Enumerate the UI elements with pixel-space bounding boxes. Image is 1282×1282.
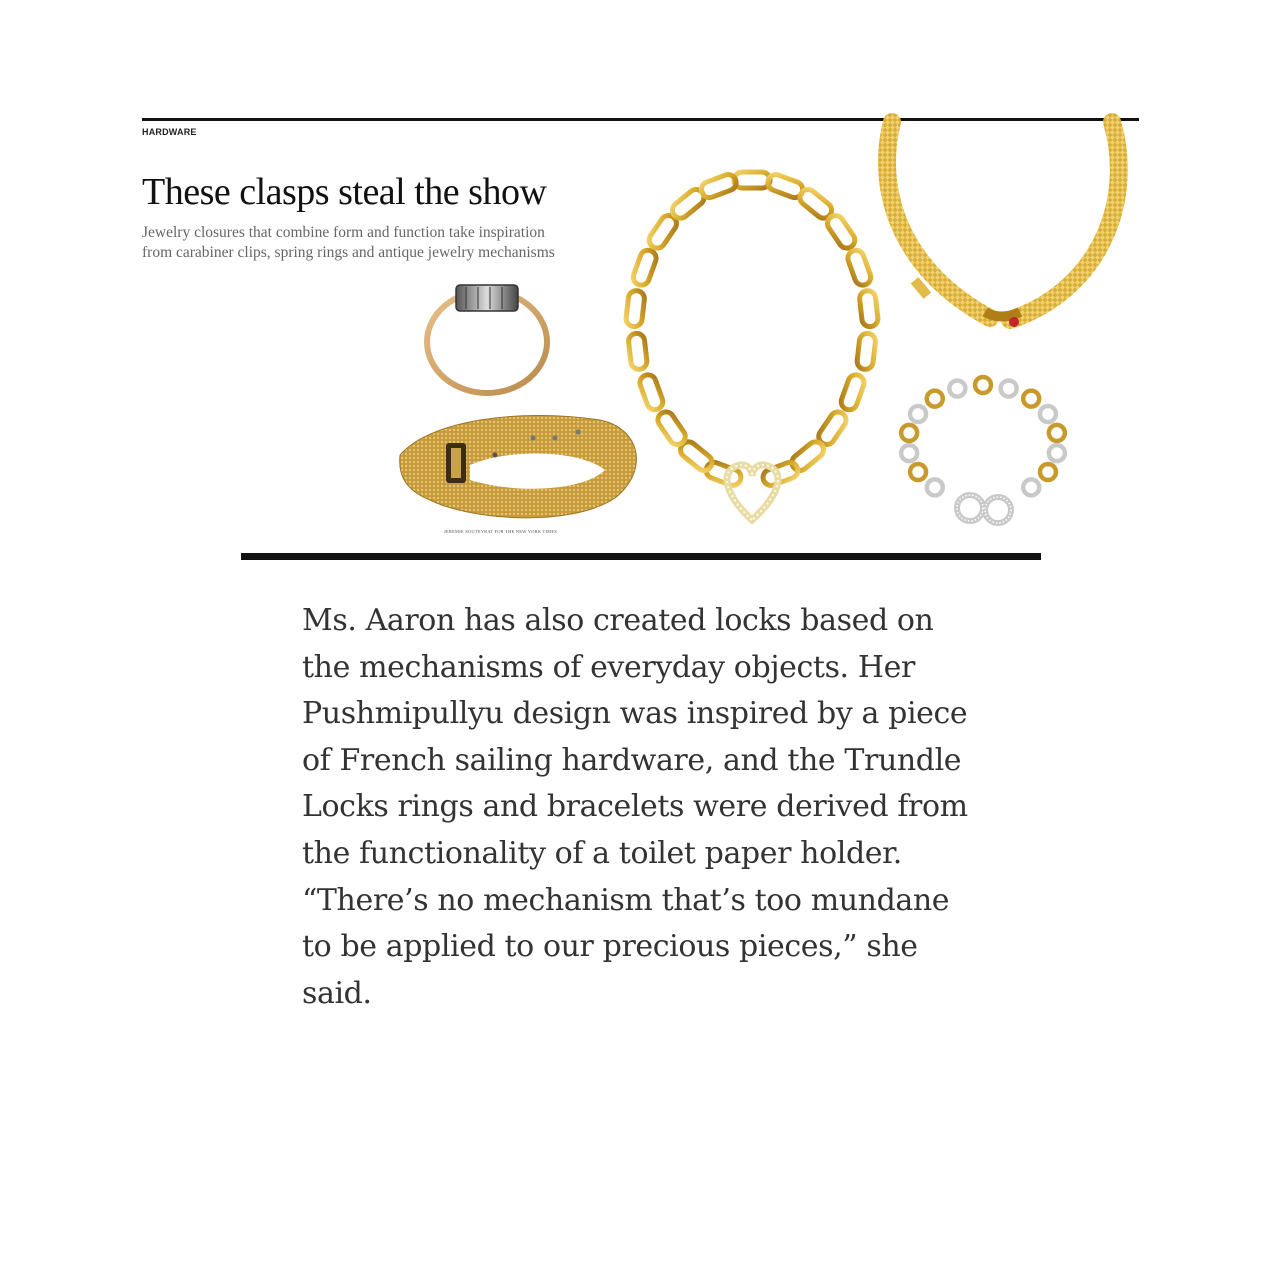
choker-image [887, 122, 1119, 327]
body-line: Ms. Aaron has also created locks based on [302, 603, 934, 638]
headline: These clasps steal the show [142, 171, 547, 213]
body-line: Pushmipullyu design was inspired by a piece [302, 696, 968, 732]
deck-line: Jewelry closures that combine form and function take inspiration [142, 224, 545, 241]
deck-line: from carabiner clips, spring rings and antique jewelry mechanisms [142, 244, 555, 261]
article-body-paragraph [302, 598, 992, 1017]
photo-credit: JEREMIE SOUTEYRAT FOR THE NEW YORK TIMES [444, 529, 558, 534]
body-line: to be applied to our precious pieces,” she [302, 929, 918, 965]
bottom-rule [241, 553, 1041, 560]
body-line: of French sailing hardware, and the Trundle [302, 742, 962, 778]
mesh-bracelet-image [400, 415, 637, 517]
bangle-lock-image [427, 285, 547, 393]
handcuff-clasp-image [957, 495, 1011, 523]
body-line: “There’s no mechanism that’s too mundane [302, 882, 950, 918]
two-tone-bracelet-image [901, 377, 1065, 495]
body-line: Locks rings and bracelets were derived from [302, 789, 968, 825]
body-line: the mechanisms of everyday objects. Her [302, 649, 915, 685]
body-line: said. [302, 975, 372, 1011]
body-line: the functionality of a toilet paper holder. [302, 835, 902, 871]
section-kicker: HARDWARE [142, 127, 197, 137]
heart-clasp-image [727, 465, 778, 520]
chain-necklace-image [625, 172, 879, 488]
